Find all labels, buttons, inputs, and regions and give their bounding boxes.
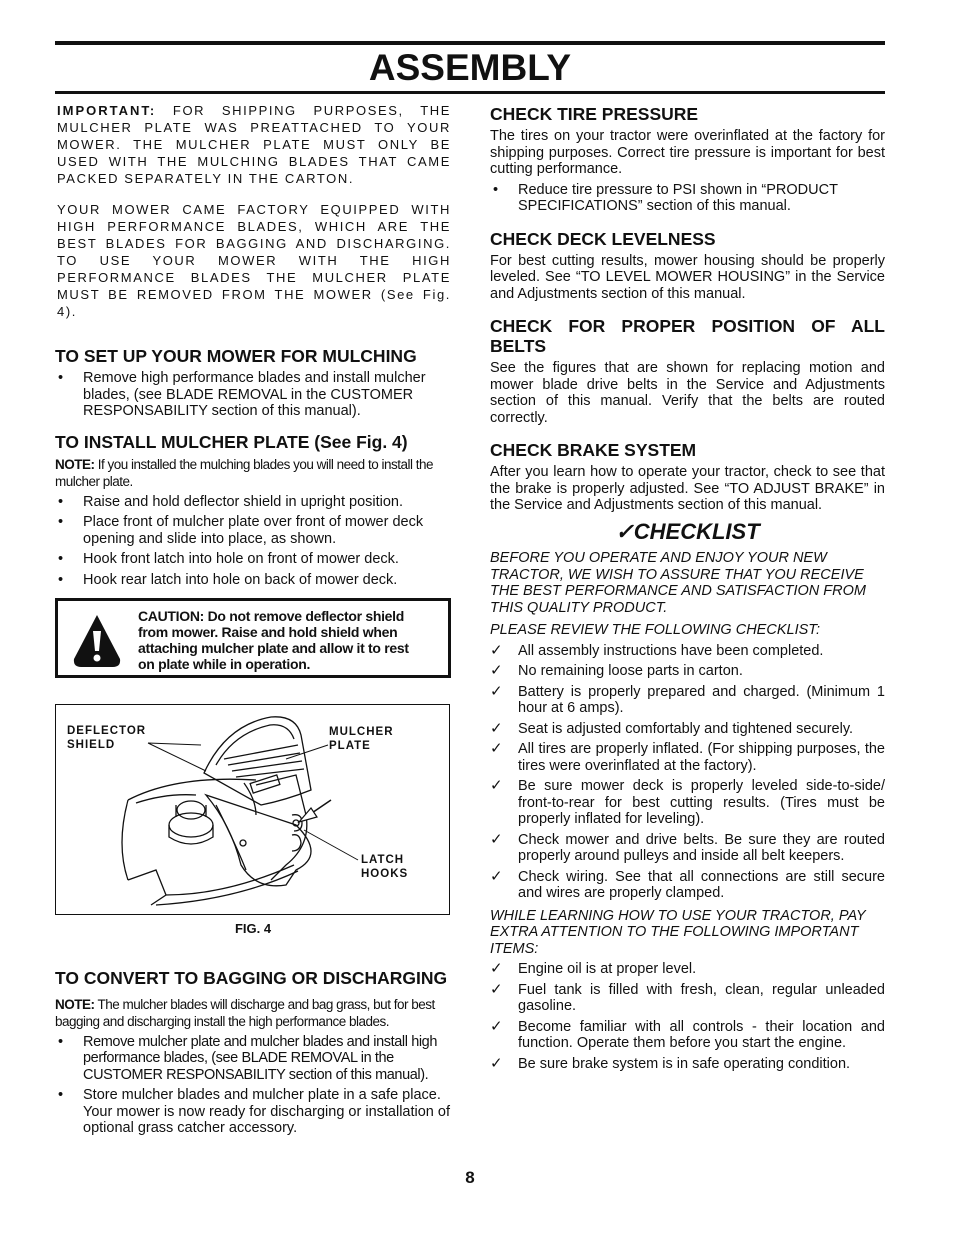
checkmark-icon: ✓ [490,1017,503,1035]
right-column [490,104,885,1076]
list-item: • Remove mulcher plate and mulcher blades and install high performance blades, (see BLADE REMOVAL in the CUSTOMER RESPONSABILITY section of this manual). [55,1034,451,1084]
checklist-item [490,1056,885,1073]
note-label: NOTE: [55,456,95,472]
figure-4 [55,704,450,915]
install-mulcher-list [55,494,451,589]
page-number: 8 [465,1168,475,1187]
belts-heading: CHECK FOR PROPER POSITION OF ALL BELTS [490,316,885,356]
brake-heading: CHECK BRAKE SYSTEM [490,440,697,460]
item-text: No remaining loose parts in carton. [518,663,743,679]
note-text: If you installed the mulching blades you will need to install the mulcher plate. [55,456,433,489]
belts-text: See the figures that are shown for replacing motion and mower blade drive belts in the Service and Adjustments section of this manual. Verify that the belts are routed correctly. [490,360,885,426]
learning-list [490,961,885,1072]
checklist-item [490,643,885,660]
note-text: The mulcher blades will discharge and bag grass, but for best bagging and discharging install the high performance blades. [55,996,435,1029]
caution-box [55,598,451,678]
deck-text: For best cutting results, mower housing should be properly leveled. See “TO LEVEL MOWER HOUSING” in the Service and Adjustments section of this manual. [490,252,885,302]
tire-heading: CHECK TIRE PRESSURE [490,104,699,124]
checkmark-icon: ✓ [490,960,503,977]
checkmark-icon: ✓ [490,1054,503,1072]
checkmark-icon: ✓ [490,662,503,679]
checkmark-icon: ✓ [490,740,503,757]
item-text: Engine oil is at proper level. [518,961,697,977]
label-line: HOOKS [361,868,409,880]
important-label: IMPORTANT: [57,103,157,118]
checkmark-icon: ✓ [490,641,503,659]
label-line: PLATE [329,740,371,752]
item-text: All assembly instructions have been completed. [518,642,824,659]
checklist-item [490,721,885,738]
list-item: • Remove high performance blades and install mulcher blades, (see BLADE REMOVAL in the CUSTOMER RESPONSABILITY section of this manual). [55,370,451,420]
setup-mulching-list [55,370,451,420]
checklist-item [490,961,885,978]
figure-label-latch-hooks [361,853,408,881]
brake-text: After you learn how to operate your tractor, check to see that the brake is properly adjusted. See “TO ADJUST BRAKE” in the Service and Adjustments section of this manual. [490,464,885,513]
install-mulcher-heading: TO INSTALL MULCHER PLATE (See Fig. 4) [55,431,408,452]
item-text: Check wiring. See that all connections are still secure and wires are properly clamped. [518,868,885,901]
convert-heading: TO CONVERT TO BAGGING OR DISCHARGING [55,967,448,988]
checklist-item [490,832,885,865]
checkmark-icon: ✓ [490,777,503,794]
checklist-item [490,778,885,828]
factory-blades-notice: YOUR MOWER CAME FACTORY EQUIPPED WITH HIGH PERFORMANCE BLADES, WHICH ARE THE BEST BLADES FOR BAGGING AND DISCHARGING. TO USE YOUR MOWER WITH THE HIGH PERFORMANCE BLADES THE MULCHER PLATE MUST BE REMOVED FROM THE MOWER (See Fig. 4). [57,202,451,319]
checklist-title [490,518,885,544]
tire-list [490,182,885,215]
list-item: • Hook rear latch into hole on back of mower deck. [55,572,451,589]
important-notice [57,102,451,187]
left-column [55,102,451,1141]
item-text: Be sure mower deck is properly leveled side-to-side/ front-to-rear for best cutting results. (Tires must be properly inflated for leveling). [518,778,885,827]
checkmark-icon: ✓ [490,867,503,885]
checklist-item [490,684,885,717]
checklist-title-text: CHECKLIST [633,518,760,544]
tire-text: The tires on your tractor were overinflated at the factory for shipping purposes. Correct tire pressure is important for best cutting performance. [490,128,885,177]
item-text: All tires are properly inflated. (For shipping purposes, the tires were overinflated at the factory). [518,741,885,774]
setup-mulching-heading: TO SET UP YOUR MOWER FOR MULCHING [55,346,417,366]
label-line: MULCHER [329,726,394,738]
checkmark-icon: ✓ [490,719,503,737]
item-text: Fuel tank is filled with fresh, clean, regular unleaded gasoline. [518,981,885,1014]
warning-icon [72,613,122,669]
item-text: Check mower and drive belts. Be sure they are routed properly around pulleys and inside all belt keepers. [518,831,885,864]
checklist-intro: BEFORE YOU OPERATE AND ENJOY YOUR NEW TRACTOR, WE WISH TO ASSURE THAT YOU RECEIVE THE BEST PERFORMANCE AND SATISFACTION FROM THIS QUALITY PRODUCT. [490,550,866,616]
convert-list [55,1034,451,1137]
list-item: • Place front of mulcher plate over front of mower deck opening and slide into place, as shown. [55,514,451,547]
item-text: Battery is properly prepared and charged. (Minimum 1 hour at 6 amps). [518,683,885,716]
learning-intro: WHILE LEARNING HOW TO USE YOUR TRACTOR, PAY EXTRA ATTENTION TO THE FOLLOWING IMPORTANT ITEMS: [490,907,866,957]
page-title: ASSEMBLY [368,47,572,88]
caution-text: CAUTION: Do not remove deflector shield from mower. Raise and hold shield when attaching mulcher plate and allow it to rest on plate while in operation. [138,608,409,672]
list-item: • Store mulcher blades and mulcher plate in a safe place. Your mower is now ready for discharging or installation of optional grass catcher accessory. [55,1087,451,1137]
convert-note [55,996,451,1030]
checkmark-icon: ✓ [490,682,503,700]
checklist-review: PLEASE REVIEW THE FOLLOWING CHECKLIST: [490,622,821,638]
label-line: SHIELD [67,739,116,751]
install-note [55,456,451,490]
checkmark-icon: ✓ [490,980,503,998]
header-rule-top [55,41,885,45]
label-line: LATCH [361,854,405,866]
checklist-item [490,663,885,680]
note-label: NOTE: [55,996,95,1012]
header-rule-bottom [55,91,885,94]
checklist [490,643,885,902]
label-line: DEFLECTOR [67,725,147,737]
figure-label-deflector [67,724,146,752]
item-text: Seat is adjusted comfortably and tightened securely. [518,720,854,737]
checkmark-icon: ✓ [490,830,503,848]
figure-label-mulcher-plate [329,725,394,753]
list-item: • Hook front latch into hole on front of mower deck. [55,551,451,568]
checklist-item [490,741,885,774]
item-text: Be sure brake system is in safe operating condition. [518,1055,851,1072]
figure-caption: FIG. 4 [234,921,272,936]
important-text: FOR SHIPPING PURPOSES, THE MULCHER PLATE WAS PREATTACHED TO YOUR MOWER. THE MULCHER PLATE MUST ONLY BE USED WITH THE MULCHING BLADES THAT CAME PACKED SEPARATELY IN THE CARTON. [57,103,451,186]
item-text: Become familiar with all controls - their location and function. Operate them before you start the engine. [518,1018,885,1051]
list-item: • Raise and hold deflector shield in upright position. [55,494,451,511]
checklist-item [490,1019,885,1052]
checklist-item [490,869,885,902]
checklist-item [490,982,885,1015]
list-item: • Reduce tire pressure to PSI shown in “PRODUCT SPECIFICATIONS” section of this manual. [490,182,885,215]
deck-heading: CHECK DECK LEVELNESS [490,228,716,249]
checkmark-icon: ✓ [615,518,634,544]
